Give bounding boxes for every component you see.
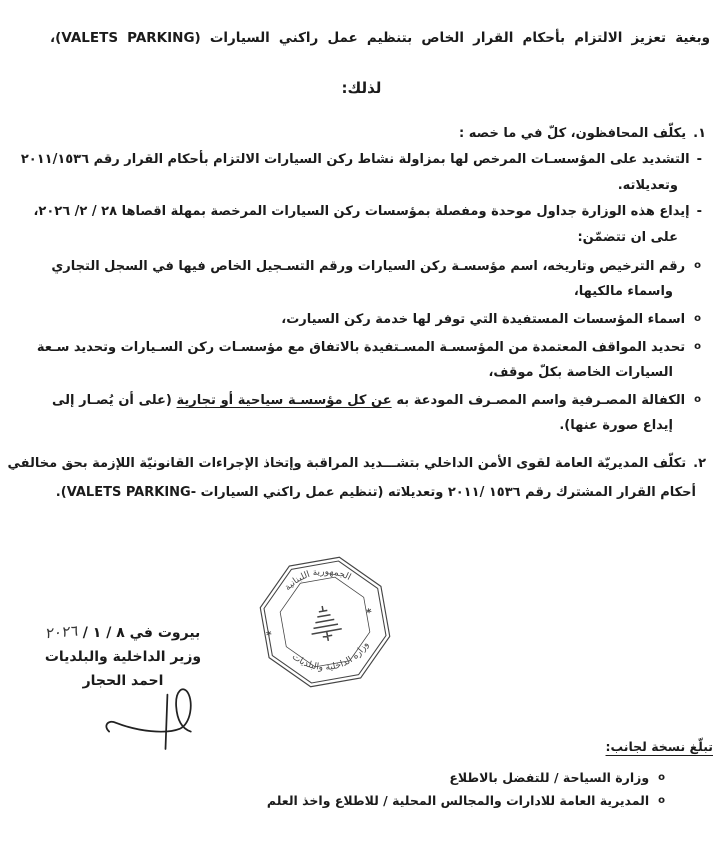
seal-bottom-text: وزارة الداخلية والبلديات: [289, 640, 371, 673]
bullet-text: واسماء مالكيها،: [573, 284, 673, 299]
item-1-number: ١.: [693, 126, 706, 141]
notify-item: [266, 789, 713, 812]
bullet-text: إيداع صورة عنها).: [559, 418, 673, 433]
item-1-bullet-list: [36, 253, 706, 438]
bullet-marker: o: [694, 260, 701, 271]
place-date: بيروت في ٨ / ١ /: [82, 625, 201, 641]
svg-text:وزارة الداخلية والبلديات: [289, 639, 375, 679]
signature-scribble: [96, 682, 200, 750]
notify-heading: تبلّغ نسخة لجانب:: [605, 739, 713, 754]
intro-paragraph: وبغية تعزيز الالتزام بأحكام القرار الخاص بتنظيم عمل راكني السيارات (VALETS PARKING)،: [50, 30, 710, 46]
bullet-text: السيارات الخاصة بكلّ موقف،: [488, 365, 673, 380]
dash-marker: -: [696, 204, 702, 219]
therefore-label: لذلك:: [341, 79, 382, 97]
item-2-text: تكلّف المديريّة العامة لقوى الأمن الداخلي بتشـــديد المراقبة وإتخاذ الإجراءات القانونيّة اللإزمة بحق مخالفي: [7, 456, 687, 471]
bullet-text: (على أن يُصـار إلى: [52, 393, 177, 408]
item-1: [20, 121, 706, 438]
minister-title: وزير الداخلية والبلديات: [44, 649, 202, 665]
date-line: [14, 620, 232, 645]
seal-top-text: الجمهورية اللبنانية: [283, 567, 353, 593]
notify-section: [266, 737, 713, 812]
notify-list: [266, 766, 713, 812]
underlined-phrase: عن كل مؤسسـة سياحية أو تجارية: [176, 393, 392, 408]
dash-item-text: وتعديلاته.: [617, 178, 678, 193]
bullet-text: تحديد المواقف المعتمدة من المؤسسـة المسـتفيدة بالاتفاق مع مؤسسـات ركن السـيارات وتحديد سـعة: [36, 340, 686, 355]
seal-star-left: *: [265, 629, 273, 642]
dash-item-text: إيداع هذه الوزارة جداول موحدة ومفصلة بمؤسسات ركن السيارات المرخصة بمهلة اقصاها ٢٨ / ٢/ ٢٠٢٦،: [33, 204, 690, 219]
seal-star-right: *: [365, 606, 373, 620]
bullet-marker: o: [694, 341, 701, 352]
dash-item-text: على ان تتضمّن:: [577, 230, 678, 245]
item-1-heading-line: [52, 121, 706, 147]
svg-text:الجمهورية اللبنانية: [281, 562, 354, 594]
bullet-marker: o: [658, 795, 665, 806]
cedar-icon: [307, 603, 343, 643]
notify-item-text: وزارة السياحة / للتفضل بالاطلاع: [449, 770, 650, 785]
bullet-item: [52, 387, 701, 438]
bullet-item: [36, 334, 701, 385]
notify-item: [283, 766, 713, 789]
dash-item: [33, 199, 706, 251]
ministry-seal: [247, 542, 403, 701]
bullet-item: [52, 306, 701, 332]
bullet-text: الكفالة المصـرفية واسم المصـرف المودعة به: [391, 393, 686, 408]
bullet-text: رقم الترخيص وتاريخه، اسم مؤسسـة ركن السيارات ورقم التسـجيل الخاص فيها في السجل التجاري: [51, 259, 686, 274]
minister-name: احمد الحجار: [82, 673, 164, 689]
item-2-text: أحكام القرار المشترك رقم ١٥٣٦ /٢٠١١ وتعديلاته (تنظيم عمل راكني السيارات -VALETS PARKING).: [55, 485, 696, 500]
item-1-heading: يكلّف المحافظون، كلّ في ما خصه :: [459, 126, 687, 141]
bullet-item: [52, 253, 701, 304]
dash-item-text: التشديد على المؤسسـات المرخص لها بمزاولة نشاط ركن السيارات الالتزام بأحكام القرار رقم ٢٠١١/١٥٣٦: [20, 152, 690, 167]
dash-item: [20, 147, 706, 199]
dash-marker: -: [696, 152, 702, 167]
item-2: [7, 449, 706, 507]
notify-item-text: المديرية العامة للادارات والمجالس المحلية / للاطلاع واخذ العلم: [266, 793, 650, 808]
handwritten-year: ٢٠٢٦: [44, 621, 79, 643]
bullet-text: اسماء المؤسسات المستفيدة التي توفر لها خدمة ركن السيارت،: [281, 312, 686, 327]
item-2-number: ٢.: [693, 456, 706, 471]
bullet-marker: o: [694, 394, 701, 405]
bullet-marker: o: [694, 313, 701, 324]
bullet-marker: o: [658, 772, 665, 783]
